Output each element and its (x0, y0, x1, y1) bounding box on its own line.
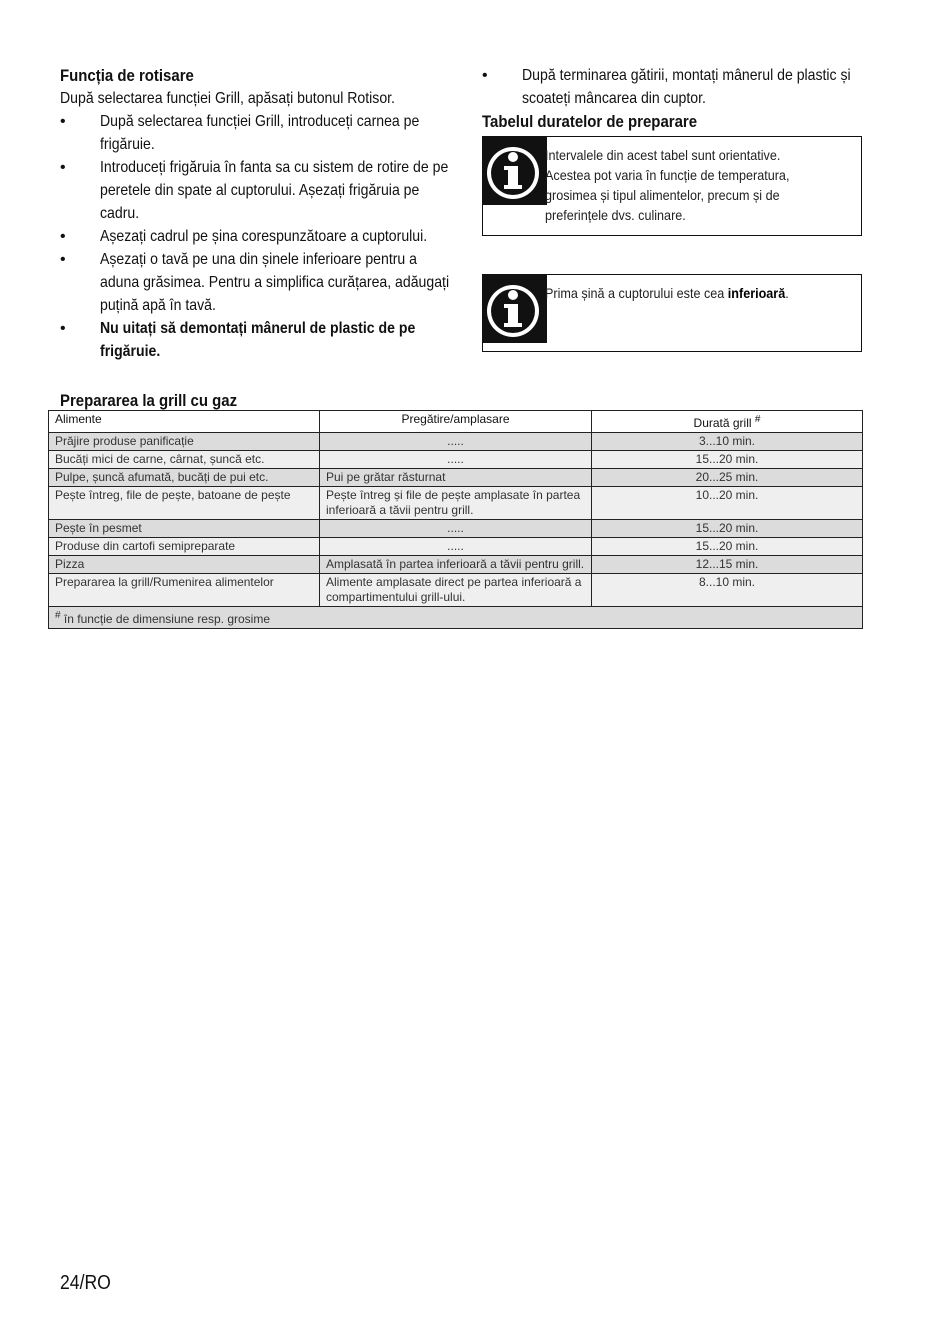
page-number: 24/RO (60, 1272, 111, 1294)
rotisserie-title: Funcția de rotisare (60, 66, 194, 85)
table-row: Prepararea la grill/Rumenirea alimentelor Alimente amplasate direct pe partea inferioară a compartimentului grill-ului. 8...10 min. (49, 574, 863, 607)
table-row: Bucăți mici de carne, cârnat, șuncă etc. ..... 15...20 min. (49, 451, 863, 469)
table-footnote-row (49, 607, 863, 629)
list-item: • După selectarea funcției Grill, introduceți carnea pe frigăruie. (60, 113, 420, 153)
table-row: Produse din cartofi semipreparate ..... 15...20 min. (49, 538, 863, 556)
list-item: • Așezați o tavă pe una din șinele inferioare pentru a aduna grăsimea. Pentru a simplifica curățarea, adăugați puțină apă în tavă. (60, 251, 450, 314)
info-icon (483, 275, 547, 343)
table-title: Tabelul duratelor de preparare (482, 112, 698, 131)
list-item: • Așezați cadrul pe șina corespunzătoare a cuptorului. (60, 228, 428, 245)
rotisserie-intro: După selectarea funcției Grill, apăsați butonul Rotisor. (60, 90, 395, 107)
header-preparation: Pregătire/amplasare (320, 411, 592, 433)
table-header-row (49, 411, 863, 433)
table-row: Pește întreg, file de pește, batoane de pește Pește întreg și file de pește amplasate în partea inferioară a tăvii pentru grill. 10...20 min. (49, 487, 863, 520)
grill-table (48, 410, 863, 629)
info-text-first-rail: Prima șină a cuptorului este cea inferioară. (545, 285, 789, 301)
bold-lower: inferioară (727, 285, 786, 301)
table-row: Pește în pesmet ..... 15...20 min. (49, 520, 863, 538)
left-column (60, 64, 455, 363)
info-text-ranges: Intervalele din acest tabel sunt orientative. Acestea pot varia în funcție de temperatura, grosimea și tipul alimentelor, precum și de preferințele dvs. culinare. (545, 147, 790, 223)
table-row: Pulpe, șuncă afumată, bucăți de pui etc. Pui pe grătar răsturnat 20...25 min. (49, 469, 863, 487)
header-food: Alimente (49, 411, 320, 433)
right-column (482, 64, 862, 352)
table-row: Prăjire produse panificație ..... 3...10 min. (49, 433, 863, 451)
rotisserie-steps (60, 110, 455, 363)
list-item: • După terminarea gătirii, montați mânerul de plastic și scoateți mâncarea din cuptor. (482, 67, 851, 107)
info-box-ranges (482, 136, 862, 236)
after-cooking-list (482, 64, 862, 110)
info-box-first-rail (482, 274, 862, 352)
info-icon (483, 137, 547, 205)
list-item: • Introduceți frigăruia în fanta sa cu sistem de rotire de pe peretele din spate al cuptorului. Așezați frigăruia pe cadru. (60, 159, 449, 222)
grill-title: Prepararea la grill cu gaz (60, 391, 238, 410)
table-footnote: # în funcție de dimensiune resp. grosime (49, 607, 863, 629)
header-duration: Durată grill # (592, 411, 863, 433)
table-row: Pizza Amplasată în partea inferioară a tăvii pentru grill. 12...15 min. (49, 556, 863, 574)
list-item-warning: • Nu uitați să demontați mânerul de plastic de pe frigăruie. (60, 320, 416, 360)
